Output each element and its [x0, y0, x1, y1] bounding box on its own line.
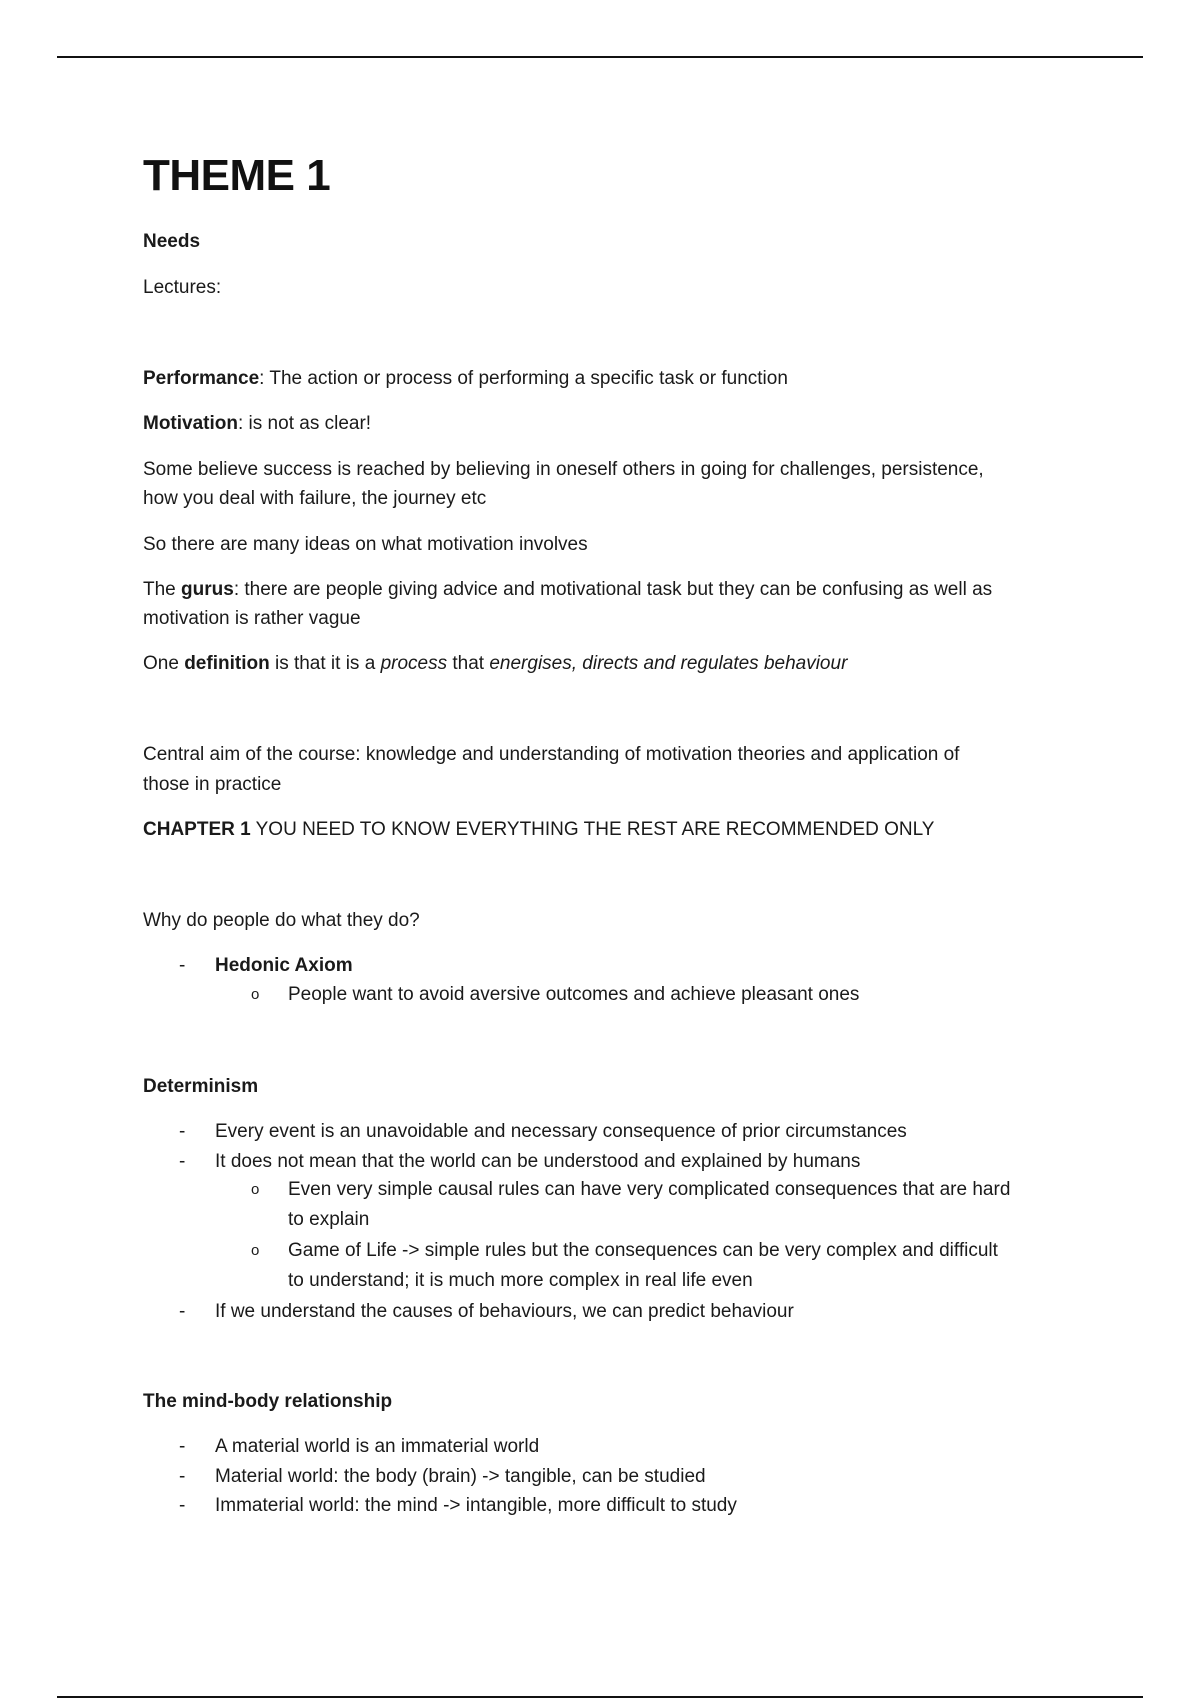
dash-bullet: -	[179, 955, 186, 976]
dash-bullet: -	[179, 1495, 186, 1516]
central-aim-line-2: those in practice	[143, 774, 282, 795]
motivation-definition	[143, 409, 371, 438]
why-question: Why do people do what they do?	[143, 910, 420, 931]
some-believe-line-1: Some believe success is reached by believing in oneself others in going for challenges, persistence,	[143, 459, 984, 480]
dash-bullet: -	[179, 1301, 186, 1322]
definition-italic-process: process	[380, 653, 448, 674]
page-title: THEME 1	[143, 151, 331, 200]
many-ideas-paragraph: So there are many ideas on what motivation involves	[143, 534, 588, 555]
determinism-sub-1-line-1: Even very simple causal rules can have very complicated consequences that are hard	[288, 1179, 1011, 1200]
chapter-note	[143, 815, 934, 844]
gurus-line-2: motivation is rather vague	[143, 608, 361, 629]
dash-bullet: -	[179, 1151, 186, 1172]
determinism-bullet-1: Every event is an unavoidable and necessary consequence of prior circumstances	[215, 1121, 907, 1142]
gurus-text: : there are people giving advice and motivational task but they can be confusing as well as	[233, 579, 993, 600]
determinism-bullet-2: It does not mean that the world can be understood and explained by humans	[215, 1151, 861, 1172]
performance-text: : The action or process of performing a specific task or function	[259, 368, 788, 389]
definition-prefix: One	[143, 653, 185, 674]
footer-rule	[57, 1696, 1143, 1698]
dash-bullet: -	[179, 1121, 186, 1142]
definition-mid-2: that	[447, 653, 490, 674]
motivation-term: Motivation	[143, 413, 238, 434]
mind-body-bullet-3: Immaterial world: the mind -> intangible, more difficult to study	[215, 1495, 737, 1516]
mind-body-bullet-1: A material world is an immaterial world	[215, 1436, 540, 1457]
performance-definition	[143, 364, 788, 393]
motivation-text: : is not as clear!	[238, 413, 372, 434]
mind-body-bullet-2: Material world: the body (brain) -> tangible, can be studied	[215, 1466, 706, 1487]
determinism-sub-1-line-2: to explain	[288, 1209, 370, 1230]
circle-bullet: o	[251, 1181, 260, 1198]
dash-bullet: -	[179, 1466, 186, 1487]
chapter-text: YOU NEED TO KNOW EVERYTHING THE REST ARE RECOMMENDED ONLY	[250, 819, 935, 840]
lectures-label: Lectures:	[143, 277, 222, 298]
hedonic-axiom-label: Hedonic Axiom	[215, 955, 353, 976]
definition-mid-1: is that it is a	[269, 653, 381, 674]
header-rule	[57, 56, 1143, 58]
section-subtitle: Needs	[143, 231, 201, 252]
chapter-term: CHAPTER 1	[143, 819, 251, 840]
determinism-bullet-3: If we understand the causes of behaviours, we can predict behaviour	[215, 1301, 794, 1322]
performance-term: Performance	[143, 368, 260, 389]
determinism-sub-2-line-2: to understand; it is much more complex in real life even	[288, 1270, 753, 1291]
determinism-sub-2-line-1: Game of Life -> simple rules but the consequences can be very complex and difficult	[288, 1240, 998, 1261]
gurus-line-1	[143, 575, 992, 604]
some-believe-line-2: how you deal with failure, the journey etc	[143, 488, 487, 509]
mind-body-heading: The mind-body relationship	[143, 1391, 393, 1412]
central-aim-line-1: Central aim of the course: knowledge and understanding of motivation theories and application of	[143, 744, 960, 765]
dash-bullet: -	[179, 1436, 186, 1457]
circle-bullet: o	[251, 1242, 260, 1259]
definition-term: definition	[184, 653, 270, 674]
hedonic-axiom-text: People want to avoid aversive outcomes and achieve pleasant ones	[288, 984, 860, 1005]
gurus-term: gurus	[181, 579, 234, 600]
determinism-heading: Determinism	[143, 1076, 259, 1097]
definition-paragraph	[143, 649, 847, 678]
circle-bullet: o	[251, 986, 260, 1003]
definition-italic-behaviour: energises, directs and regulates behaviour	[489, 653, 848, 674]
gurus-prefix: The	[143, 579, 182, 600]
